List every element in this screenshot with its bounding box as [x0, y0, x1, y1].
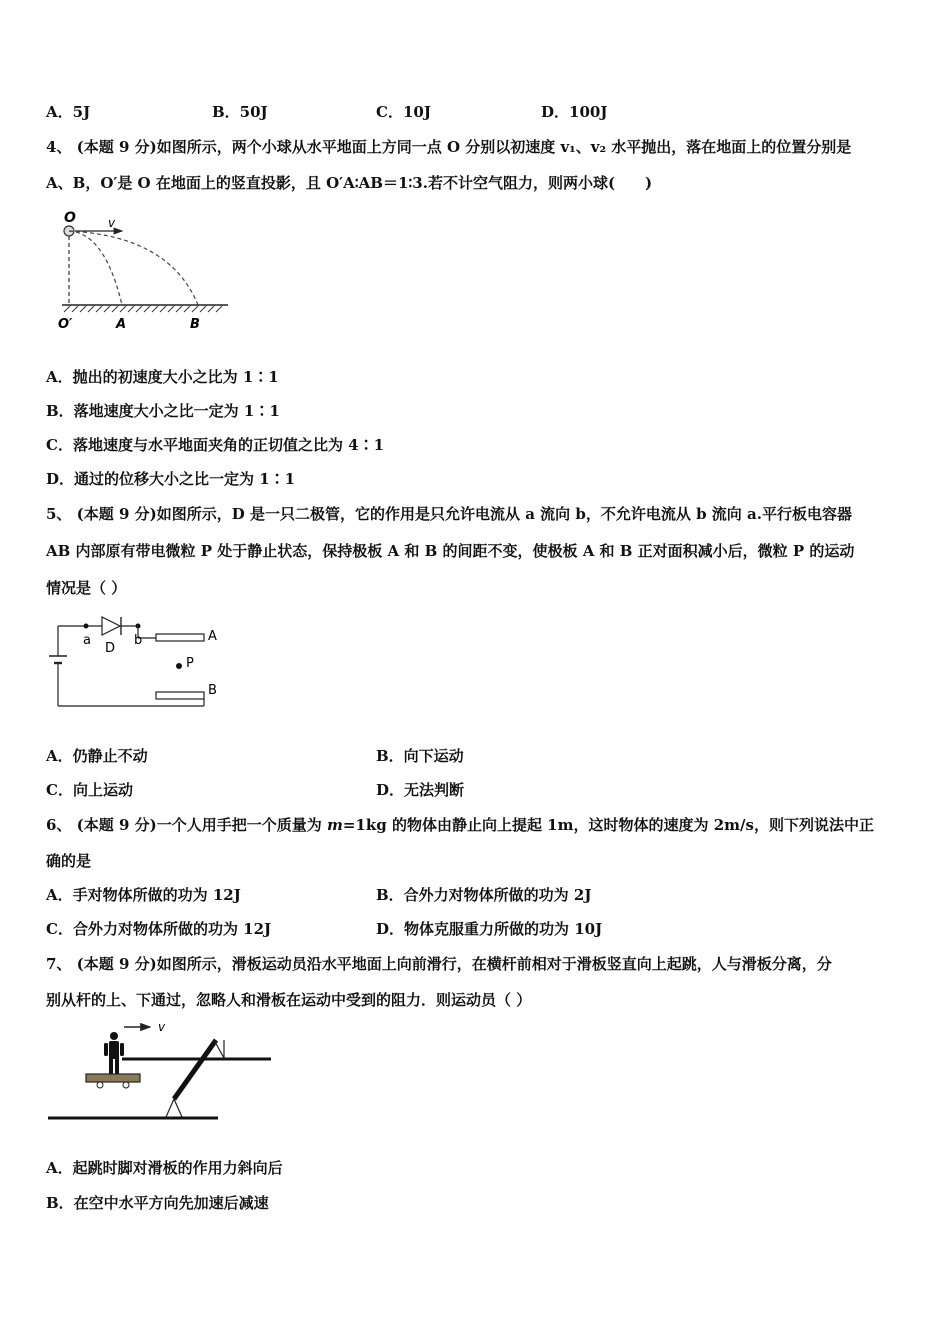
- q6-option-d: D．物体克服重力所做的功为 10J: [376, 920, 603, 938]
- q5-label-d: D: [105, 641, 116, 656]
- q7-option-a: A．起跳时脚对滑板的作用力斜向后: [46, 1159, 283, 1177]
- q5-stem-line3: 情况是（ ）: [46, 579, 127, 597]
- q4-label-b: B: [190, 317, 200, 332]
- q3-option-b: B．50J: [212, 103, 268, 121]
- q6-option-b: B．合外力对物体所做的功为 2J: [376, 886, 592, 904]
- q5-label-a: a: [83, 633, 91, 648]
- q6-option-c: C．合外力对物体所做的功为 12J: [46, 920, 272, 938]
- q4-label-v: v: [108, 216, 116, 230]
- q7-stem-line2: 别从杆的上、下通过，忽略人和滑板在运动中受到的阻力．则运动员（ ）: [46, 991, 532, 1009]
- q6-stem-line2: 确的是: [46, 852, 92, 870]
- q5-label-plate-a: A: [208, 629, 217, 644]
- q6-stem-mass-symbol: m: [326, 816, 343, 834]
- q4-label-o: O: [64, 210, 76, 226]
- q6-stem-line1: [46, 815, 874, 835]
- skater-icon: [104, 1032, 124, 1074]
- q6-stem-pre: 6、 (本题 9 分)一个人用手把一个质量为: [46, 816, 327, 834]
- q7-skateboard-figure: [46, 1018, 276, 1126]
- q4-option-d: D．通过的位移大小之比一定为 1∶1: [46, 470, 296, 488]
- q6-option-a: A．手对物体所做的功为 12J: [46, 886, 241, 904]
- q5-circuit-figure: [44, 608, 234, 713]
- q3-option-c: C．10J: [376, 103, 431, 121]
- q6-stem-post: =1kg 的物体由静止向上提起 1m，这时物体的速度为 2m/s，则下列说法中正: [342, 816, 874, 834]
- diode-icon: [102, 617, 120, 635]
- plate-b: [156, 692, 204, 699]
- particle-p: [176, 663, 182, 669]
- q5-label-plate-b: B: [208, 683, 217, 698]
- q5-option-b: B．向下运动: [376, 747, 464, 765]
- q5-option-d: D．无法判断: [376, 781, 465, 799]
- q4-option-c: C．落地速度与水平地面夹角的正切值之比为 4∶1: [46, 436, 385, 454]
- q5-label-b: b: [134, 633, 143, 648]
- q5-option-a: A．仍静止不动: [46, 747, 148, 765]
- q4-option-b: B．落地速度大小之比一定为 1∶1: [46, 402, 280, 420]
- q7-stem-line1: 7、 (本题 9 分)如图所示，滑板运动员沿水平地面上向前滑行，在横杆前相对于滑板竖直向上起跳，人与滑板分离，分: [46, 955, 832, 973]
- q4-stem-line1: 4、 (本题 9 分)如图所示，两个小球从水平地面上方同一点 O 分别以初速度 v₁、v₂ 水平抛出，落在地面上的位置分别是: [46, 138, 852, 156]
- q5-option-c: C．向上运动: [46, 781, 133, 799]
- q4-stem-line2: A、B，O′是 O 在地面上的竖直投影，且 O′A∶AB＝1∶3.若不计空气阻力，则两小球( ): [46, 174, 653, 192]
- skateboard-icon: [86, 1074, 140, 1082]
- q4-option-a: A．抛出的初速度大小之比为 1∶1: [46, 368, 279, 386]
- q4-label-a: A: [116, 317, 127, 332]
- q7-label-v: v: [158, 1020, 166, 1034]
- q5-stem-line1: 5、 (本题 9 分)如图所示，D 是一只二极管，它的作用是只允许电流从 a 流向 b，不允许电流从 b 流向 a.平行板电容器: [46, 505, 852, 523]
- q3-option-d: D．100J: [541, 103, 608, 121]
- plate-a: [156, 634, 204, 641]
- q4-label-o-prime: O′: [58, 317, 73, 332]
- q4-projectile-figure: [50, 208, 240, 333]
- q3-option-a: A．5J: [46, 103, 91, 121]
- q7-option-b: B．在空中水平方向先加速后减速: [46, 1194, 269, 1212]
- q5-stem-line2: AB 内部原有带电微粒 P 处于静止状态，保持极板 A 和 B 的间距不变，使极板 A 和 B 正对面积减小后，微粒 P 的运动: [46, 542, 855, 560]
- q5-label-p: P: [186, 656, 194, 671]
